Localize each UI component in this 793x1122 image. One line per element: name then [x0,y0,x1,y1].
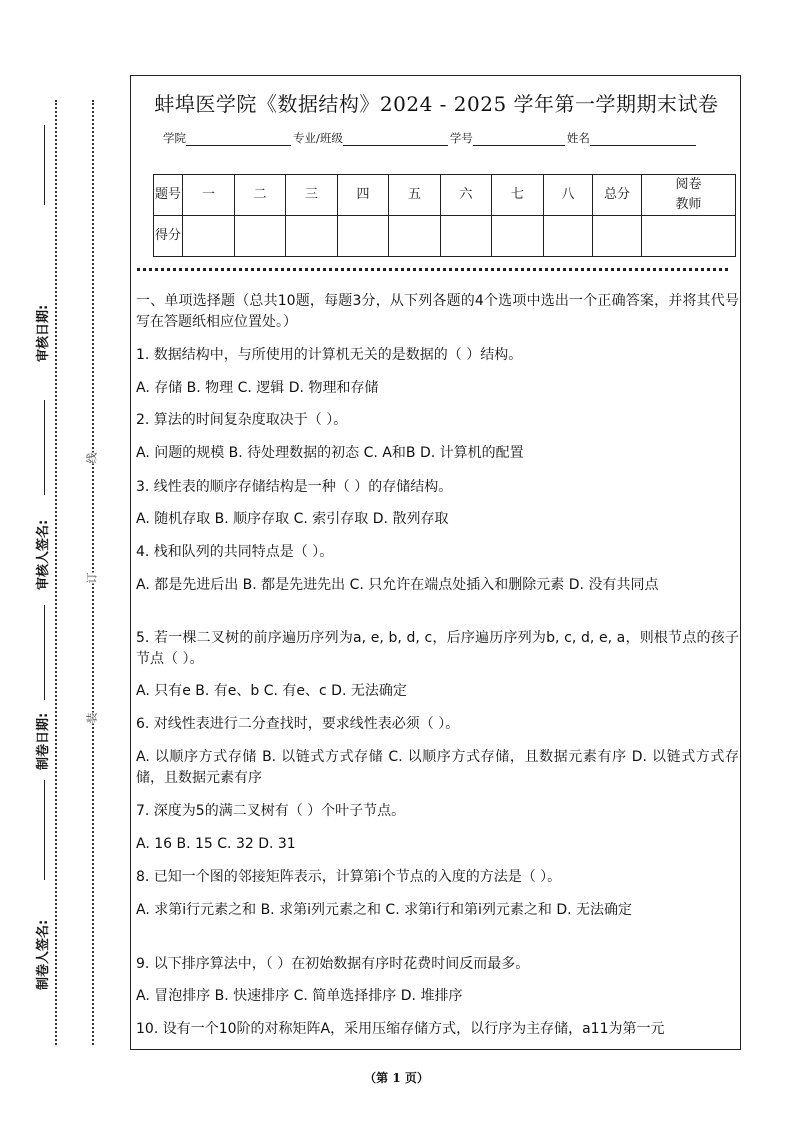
question-9-options: A. 冒泡排序 B. 快速排序 C. 简单选择排序 D. 堆排序 [136,988,463,1004]
college-field[interactable] [186,132,291,146]
question-3-options: A. 随机存取 B. 顺序存取 C. 索引存取 D. 散列存取 [136,511,449,527]
column-header: 六 [441,175,492,216]
binding-mark-ding: 订 [85,572,99,584]
exam-page-frame [130,75,741,1050]
student-id-field[interactable] [473,132,565,146]
column-header: 四 [338,175,389,216]
score-cell[interactable] [286,216,338,257]
binding-mark-zhuang: 装 [85,712,99,724]
score-cell[interactable] [642,216,736,257]
score-cell[interactable] [593,216,642,257]
student-id-label: 学号 [449,131,473,145]
maker-signature-label: 制卷人签名: [36,919,51,990]
question-2-stem: 2. 算法的时间复杂度取决于（ ）。 [136,412,348,428]
score-cell[interactable] [492,216,544,257]
question-9-stem: 9. 以下排序算法中，（ ）在初始数据有序时花费时间反而最多。 [136,956,530,972]
binding-mark-xian: 线 [85,452,99,464]
column-header: 五 [389,175,441,216]
question-8-options: A. 求第i行元素之和 B. 求第i列元素之和 C. 求第i行和第i列元素之和 D. 无法确定 [136,902,633,918]
name-label: 姓名 [566,131,590,145]
question-2-options: A. 问题的规模 B. 待处理数据的初态 C. A和B D. 计算机的配置 [136,445,524,461]
score-cell[interactable] [235,216,286,257]
question-5-stem: 5. 若一棵二叉树的前序遍历序列为a, e, b, d, c，后序遍历序列为b, c, d, e, a，则根节点的孩子节点（ ）。 [136,630,739,667]
row-label: 得分 [154,216,183,257]
column-header: 总分 [593,175,642,216]
column-header: 阅卷教师 [642,175,736,216]
score-cell[interactable] [441,216,492,257]
question-4-stem: 4. 栈和队列的共同特点是（ ）。 [136,544,334,560]
score-cell[interactable] [544,216,593,257]
question-3-stem: 3. 线性表的顺序存储结构是一种（ ）的存储结构。 [136,479,453,495]
column-header: 三 [286,175,338,216]
exam-title: 蚌埠医学院《数据结构》2024 - 2025 学年第一学期期末试卷 [154,92,719,116]
page-number: （第 1 页） [364,1071,429,1085]
binding-dotted-line-outer [55,100,57,1045]
score-cell[interactable] [389,216,441,257]
question-1-options: A. 存储 B. 物理 C. 逻辑 D. 物理和存储 [136,380,379,396]
major-class-field[interactable] [343,132,448,146]
make-date-label: 制卷日期: [36,712,51,770]
question-6-stem: 6. 对线性表进行二分查找时，要求线性表必须（ ）。 [136,716,460,732]
question-8-stem: 8. 已知一个图的邻接矩阵表示，计算第i个节点的入度的方法是（ ）。 [136,869,562,885]
question-6-options: A. 以顺序方式存储 B. 以链式方式存储 C. 以顺序方式存储，且数据元素有序 D. 以链式方式存储，且数据元素有序 [136,749,739,786]
question-1-stem: 1. 数据结构中，与所使用的计算机无关的是数据的（ ）结构。 [136,347,523,363]
make-date-line [44,605,45,700]
column-header: 二 [235,175,286,216]
question-4-options: A. 都是先进后出 B. 都是先进先出 C. 只允许在端点处插入和删除元素 D. 没有共同点 [136,577,659,593]
major-class-label: 专业/班级 [293,131,343,145]
review-date-label: 审核日期: [36,304,51,362]
name-field[interactable] [590,132,696,146]
table-row-question-numbers [154,175,736,216]
reviewer-signature-label: 审核人签名: [36,519,51,590]
column-header: 一 [183,175,235,216]
reviewer-signature-line [44,400,45,495]
college-label: 学院 [163,131,186,145]
separator-dotted-line [137,268,728,271]
score-cell[interactable] [338,216,389,257]
score-table [153,174,736,257]
score-cell[interactable] [183,216,235,257]
question-10-stem: 10. 设有一个10阶的对称矩阵A，采用压缩存储方式，以行序为主存储，a11为第一元 [136,1021,665,1037]
question-7-stem: 7. 深度为5的满二叉树有（ ）个叶子节点。 [136,803,406,819]
section-heading: 一、单项选择题（总共10题，每题3分，从下列各题的4个选项中选出一个正确答案，并将其代号写在答题纸相应位置处。） [136,293,739,330]
column-header: 七 [492,175,544,216]
review-date-line [44,125,45,205]
table-row-scores [154,216,736,257]
row-label: 题号 [154,175,183,216]
student-info-row [163,130,698,146]
question-7-options: A. 16 B. 15 C. 32 D. 31 [136,836,296,852]
maker-signature-line [44,780,45,880]
column-header: 八 [544,175,593,216]
question-5-options: A. 只有e B. 有e、b C. 有e、c D. 无法确定 [136,683,407,699]
